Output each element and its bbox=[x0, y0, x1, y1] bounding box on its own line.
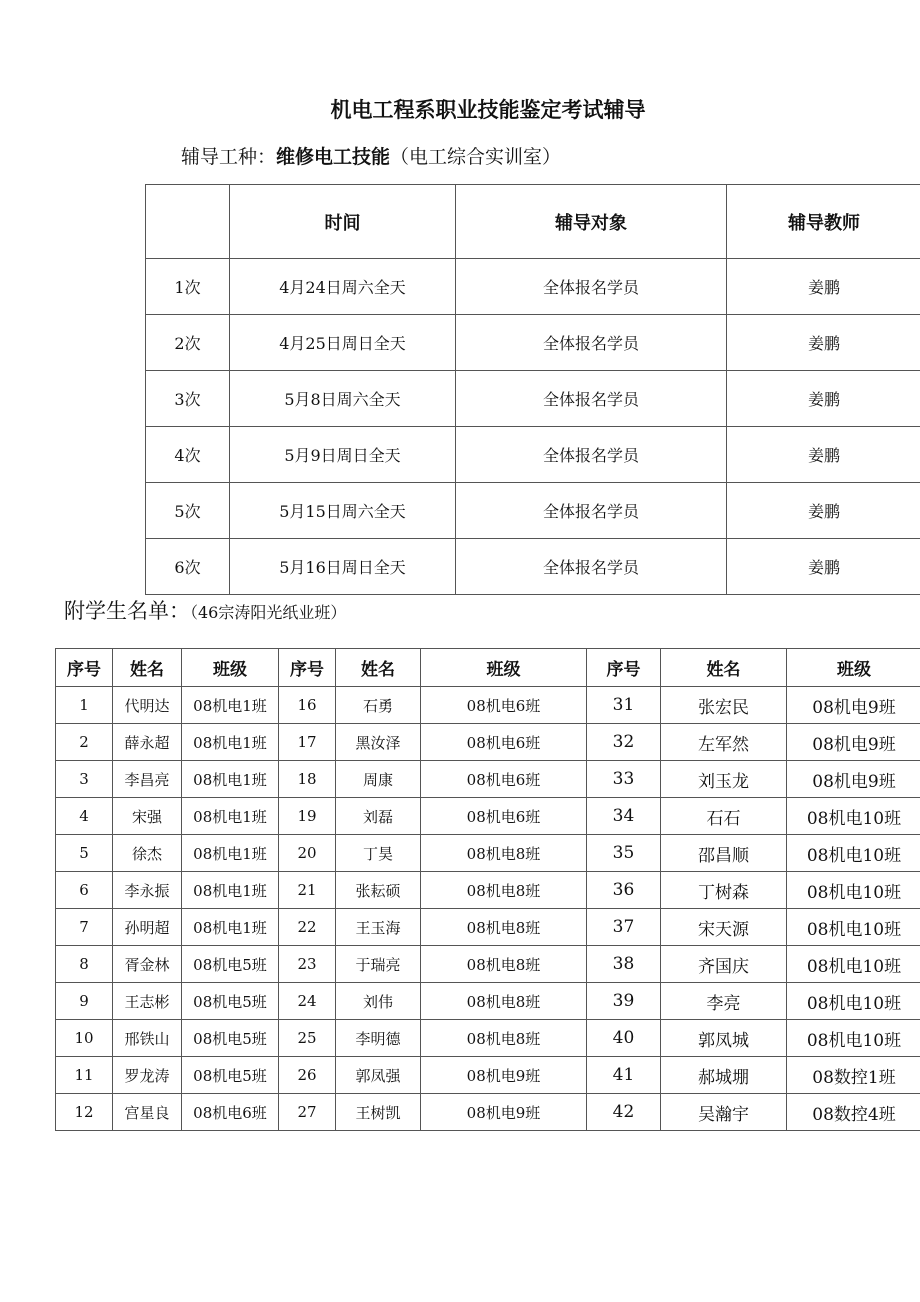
student-cell-number: 22 bbox=[279, 909, 336, 946]
student-cell-number: 21 bbox=[279, 872, 336, 909]
schedule-header-row bbox=[146, 185, 920, 259]
student-header-number: 序号 bbox=[56, 649, 113, 687]
student-cell-name: 刘磊 bbox=[336, 798, 421, 835]
student-cell-class: 08机电8班 bbox=[421, 835, 587, 872]
student-cell-number: 5 bbox=[56, 835, 113, 872]
schedule-cell-teacher: 姜鹏 bbox=[727, 259, 920, 315]
schedule-cell-teacher: 姜鹏 bbox=[727, 315, 920, 371]
schedule-row bbox=[146, 371, 920, 427]
student-cell-name: 宋强 bbox=[113, 798, 182, 835]
schedule-row bbox=[146, 539, 920, 595]
student-cell-name: 黑汝泽 bbox=[336, 724, 421, 761]
attachment-heading bbox=[64, 595, 346, 625]
student-cell-number: 17 bbox=[279, 724, 336, 761]
student-cell-class: 08机电9班 bbox=[787, 724, 920, 761]
schedule-cell-time: 5月15日周六全天 bbox=[230, 483, 456, 539]
student-cell-class: 08机电5班 bbox=[182, 1057, 279, 1094]
student-cell-name: 于瑞亮 bbox=[336, 946, 421, 983]
student-row bbox=[56, 872, 920, 909]
schedule-cell-teacher: 姜鹏 bbox=[727, 483, 920, 539]
student-cell-class: 08机电10班 bbox=[787, 835, 920, 872]
student-cell-number: 8 bbox=[56, 946, 113, 983]
student-cell-number: 42 bbox=[587, 1094, 661, 1131]
student-cell-class: 08机电6班 bbox=[182, 1094, 279, 1131]
student-cell-name: 王志彬 bbox=[113, 983, 182, 1020]
student-cell-number: 10 bbox=[56, 1020, 113, 1057]
student-header-name: 姓名 bbox=[661, 649, 787, 687]
student-cell-name: 丁昊 bbox=[336, 835, 421, 872]
student-cell-name: 张耘硕 bbox=[336, 872, 421, 909]
student-cell-number: 1 bbox=[56, 687, 113, 724]
student-cell-number: 4 bbox=[56, 798, 113, 835]
schedule-cell-teacher: 姜鹏 bbox=[727, 371, 920, 427]
student-cell-class: 08机电9班 bbox=[787, 761, 920, 798]
schedule-cell-session: 2次 bbox=[146, 315, 230, 371]
student-cell-name: 郝城堋 bbox=[661, 1057, 787, 1094]
student-cell-name: 石勇 bbox=[336, 687, 421, 724]
student-header-number: 序号 bbox=[279, 649, 336, 687]
student-row bbox=[56, 724, 920, 761]
student-cell-number: 35 bbox=[587, 835, 661, 872]
student-row bbox=[56, 761, 920, 798]
student-cell-number: 3 bbox=[56, 761, 113, 798]
schedule-table bbox=[145, 184, 920, 595]
student-cell-name: 齐国庆 bbox=[661, 946, 787, 983]
student-row bbox=[56, 1094, 920, 1131]
student-row bbox=[56, 687, 920, 724]
student-cell-number: 40 bbox=[587, 1020, 661, 1057]
student-cell-class: 08机电1班 bbox=[182, 909, 279, 946]
student-cell-name: 邵昌顺 bbox=[661, 835, 787, 872]
student-cell-class: 08机电9班 bbox=[421, 1094, 587, 1131]
schedule-cell-audience: 全体报名学员 bbox=[456, 371, 727, 427]
student-table bbox=[55, 648, 920, 1131]
student-cell-name: 徐杰 bbox=[113, 835, 182, 872]
student-cell-name: 薛永超 bbox=[113, 724, 182, 761]
student-cell-name: 邢铁山 bbox=[113, 1020, 182, 1057]
student-cell-name: 胥金林 bbox=[113, 946, 182, 983]
student-header-name: 姓名 bbox=[113, 649, 182, 687]
student-cell-name: 罗龙涛 bbox=[113, 1057, 182, 1094]
student-row bbox=[56, 1020, 920, 1057]
student-cell-name: 孙明超 bbox=[113, 909, 182, 946]
student-cell-class: 08机电8班 bbox=[421, 1020, 587, 1057]
schedule-cell-session: 3次 bbox=[146, 371, 230, 427]
student-cell-class: 08机电10班 bbox=[787, 872, 920, 909]
student-cell-name: 宫星良 bbox=[113, 1094, 182, 1131]
student-row bbox=[56, 946, 920, 983]
schedule-row bbox=[146, 427, 920, 483]
student-cell-class: 08机电5班 bbox=[182, 946, 279, 983]
student-cell-name: 石石 bbox=[661, 798, 787, 835]
student-cell-name: 刘玉龙 bbox=[661, 761, 787, 798]
student-cell-number: 26 bbox=[279, 1057, 336, 1094]
student-header-class: 班级 bbox=[182, 649, 279, 687]
student-header-class: 班级 bbox=[787, 649, 920, 687]
student-cell-class: 08机电6班 bbox=[421, 687, 587, 724]
student-cell-number: 25 bbox=[279, 1020, 336, 1057]
student-cell-name: 郭凤城 bbox=[661, 1020, 787, 1057]
subtitle-location: （电工综合实训室） bbox=[390, 146, 562, 168]
student-cell-class: 08机电1班 bbox=[182, 835, 279, 872]
student-cell-number: 11 bbox=[56, 1057, 113, 1094]
schedule-cell-session: 1次 bbox=[146, 259, 230, 315]
student-cell-class: 08机电6班 bbox=[421, 724, 587, 761]
student-cell-class: 08机电8班 bbox=[421, 872, 587, 909]
student-cell-class: 08机电10班 bbox=[787, 946, 920, 983]
student-cell-number: 7 bbox=[56, 909, 113, 946]
student-cell-class: 08机电1班 bbox=[182, 798, 279, 835]
student-row bbox=[56, 909, 920, 946]
student-cell-name: 宋天源 bbox=[661, 909, 787, 946]
subtitle-trade: 维修电工技能 bbox=[276, 146, 391, 168]
student-cell-number: 33 bbox=[587, 761, 661, 798]
student-cell-class: 08数控1班 bbox=[787, 1057, 920, 1094]
student-cell-number: 39 bbox=[587, 983, 661, 1020]
schedule-cell-session: 6次 bbox=[146, 539, 230, 595]
schedule-cell-teacher: 姜鹏 bbox=[727, 427, 920, 483]
schedule-cell-time: 4月24日周六全天 bbox=[230, 259, 456, 315]
student-cell-number: 31 bbox=[587, 687, 661, 724]
schedule-cell-audience: 全体报名学员 bbox=[456, 315, 727, 371]
student-cell-class: 08机电1班 bbox=[182, 872, 279, 909]
student-cell-number: 9 bbox=[56, 983, 113, 1020]
student-cell-class: 08机电8班 bbox=[421, 909, 587, 946]
schedule-header-session bbox=[146, 185, 230, 259]
student-cell-class: 08机电1班 bbox=[182, 724, 279, 761]
schedule-cell-session: 5次 bbox=[146, 483, 230, 539]
student-cell-class: 08机电9班 bbox=[787, 687, 920, 724]
student-cell-number: 34 bbox=[587, 798, 661, 835]
student-cell-class: 08机电1班 bbox=[182, 687, 279, 724]
schedule-cell-audience: 全体报名学员 bbox=[456, 483, 727, 539]
attachment-note: （46宗涛阳光纸业班） bbox=[190, 603, 347, 622]
student-cell-class: 08机电6班 bbox=[421, 761, 587, 798]
schedule-cell-audience: 全体报名学员 bbox=[456, 427, 727, 483]
student-cell-number: 24 bbox=[279, 983, 336, 1020]
student-cell-number: 19 bbox=[279, 798, 336, 835]
student-cell-number: 18 bbox=[279, 761, 336, 798]
student-cell-number: 23 bbox=[279, 946, 336, 983]
student-cell-name: 李亮 bbox=[661, 983, 787, 1020]
student-cell-number: 2 bbox=[56, 724, 113, 761]
student-cell-class: 08机电6班 bbox=[421, 798, 587, 835]
schedule-row bbox=[146, 315, 920, 371]
student-cell-class: 08机电9班 bbox=[421, 1057, 587, 1094]
schedule-cell-time: 5月16日周日全天 bbox=[230, 539, 456, 595]
page-title: 机电工程系职业技能鉴定考试辅导 bbox=[330, 98, 646, 122]
student-cell-name: 李永振 bbox=[113, 872, 182, 909]
student-cell-class: 08机电10班 bbox=[787, 798, 920, 835]
schedule-cell-time: 5月8日周六全天 bbox=[230, 371, 456, 427]
subtitle-label: 辅导工种： bbox=[181, 146, 277, 168]
student-cell-class: 08数控4班 bbox=[787, 1094, 920, 1131]
student-header-class: 班级 bbox=[421, 649, 587, 687]
schedule-header-time: 时间 bbox=[230, 185, 456, 259]
student-cell-name: 周康 bbox=[336, 761, 421, 798]
student-header-row bbox=[56, 649, 920, 687]
schedule-row bbox=[146, 483, 920, 539]
student-cell-number: 20 bbox=[279, 835, 336, 872]
student-cell-name: 代明达 bbox=[113, 687, 182, 724]
student-cell-class: 08机电8班 bbox=[421, 946, 587, 983]
student-cell-number: 37 bbox=[587, 909, 661, 946]
student-header-number: 序号 bbox=[587, 649, 661, 687]
student-row bbox=[56, 1057, 920, 1094]
student-cell-number: 27 bbox=[279, 1094, 336, 1131]
schedule-cell-audience: 全体报名学员 bbox=[456, 259, 727, 315]
student-cell-class: 08机电5班 bbox=[182, 1020, 279, 1057]
student-cell-name: 刘伟 bbox=[336, 983, 421, 1020]
student-cell-name: 吴瀚宇 bbox=[661, 1094, 787, 1131]
student-cell-name: 张宏民 bbox=[661, 687, 787, 724]
student-cell-class: 08机电8班 bbox=[421, 983, 587, 1020]
student-row bbox=[56, 835, 920, 872]
subtitle bbox=[181, 142, 561, 169]
student-cell-class: 08机电1班 bbox=[182, 761, 279, 798]
student-row bbox=[56, 798, 920, 835]
attachment-label: 附学生名单： bbox=[64, 599, 190, 623]
student-cell-name: 李昌亮 bbox=[113, 761, 182, 798]
schedule-cell-time: 4月25日周日全天 bbox=[230, 315, 456, 371]
schedule-cell-audience: 全体报名学员 bbox=[456, 539, 727, 595]
student-cell-name: 郭凤强 bbox=[336, 1057, 421, 1094]
student-cell-class: 08机电10班 bbox=[787, 1020, 920, 1057]
student-cell-number: 32 bbox=[587, 724, 661, 761]
student-cell-number: 38 bbox=[587, 946, 661, 983]
student-cell-number: 36 bbox=[587, 872, 661, 909]
student-cell-name: 李明德 bbox=[336, 1020, 421, 1057]
schedule-cell-teacher: 姜鹏 bbox=[727, 539, 920, 595]
student-cell-class: 08机电5班 bbox=[182, 983, 279, 1020]
schedule-header-teacher: 辅导教师 bbox=[727, 185, 920, 259]
student-cell-name: 丁树森 bbox=[661, 872, 787, 909]
student-cell-name: 王玉海 bbox=[336, 909, 421, 946]
student-cell-name: 左军然 bbox=[661, 724, 787, 761]
student-cell-number: 12 bbox=[56, 1094, 113, 1131]
student-cell-class: 08机电10班 bbox=[787, 909, 920, 946]
student-row bbox=[56, 983, 920, 1020]
student-cell-number: 16 bbox=[279, 687, 336, 724]
student-header-name: 姓名 bbox=[336, 649, 421, 687]
schedule-cell-session: 4次 bbox=[146, 427, 230, 483]
schedule-cell-time: 5月9日周日全天 bbox=[230, 427, 456, 483]
student-cell-number: 6 bbox=[56, 872, 113, 909]
student-cell-name: 王树凯 bbox=[336, 1094, 421, 1131]
student-cell-class: 08机电10班 bbox=[787, 983, 920, 1020]
schedule-header-audience: 辅导对象 bbox=[456, 185, 727, 259]
schedule-row bbox=[146, 259, 920, 315]
student-cell-number: 41 bbox=[587, 1057, 661, 1094]
